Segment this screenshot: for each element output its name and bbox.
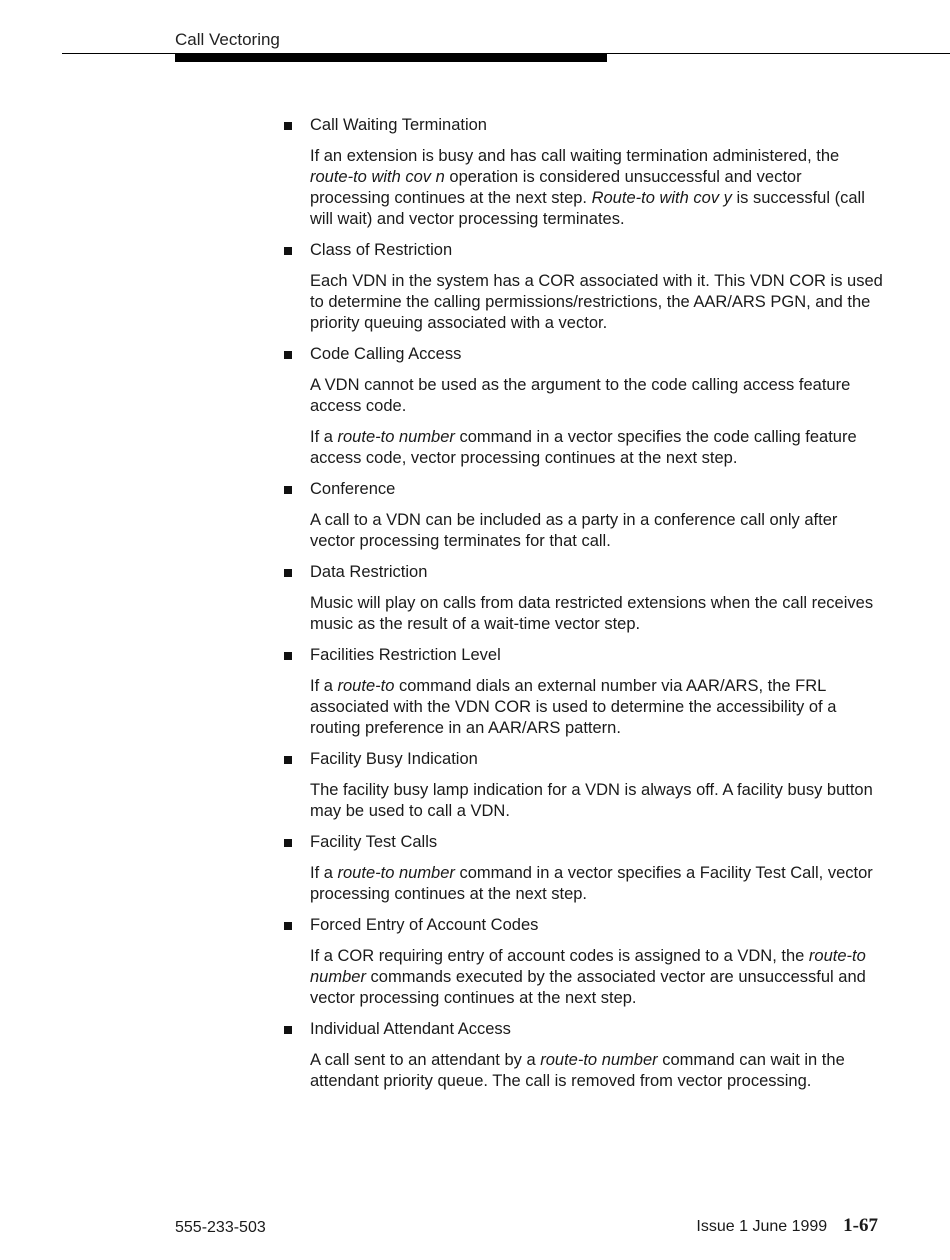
list-item-title [284,1019,884,1040]
text-run: If a [310,428,338,446]
list-item-title [284,115,884,136]
list-item-paragraph [310,375,884,417]
feature-list [284,115,884,1102]
text-run: command in a vector specifies a Facility Test Call, vector processing continues at the next step. [310,864,873,903]
list-item-paragraph [310,863,884,905]
list-item [284,479,884,552]
bullet-icon [284,756,292,764]
bullet-icon [284,122,292,130]
list-item [284,344,884,469]
text-run: command dials an external number via AAR/ARS, the FRL associated with the VDN COR is used to determine the accessibility of a routing preference in an AAR/ARS pattern. [310,677,837,737]
command-term: route-to [337,677,395,695]
header-bar [175,54,607,62]
list-item-paragraph [310,676,884,739]
text-run: is successful (call will wait) and vector processing terminates. [310,189,865,228]
list-item-heading: Class of Restriction [310,241,453,259]
list-item-title [284,240,884,261]
bullet-icon [284,351,292,359]
list-item-title [284,562,884,583]
text-run: If an extension is busy and has call waiting termination administered, the [310,147,840,165]
list-item-title [284,479,884,500]
command-term: route-to number [310,947,866,986]
list-item-paragraph [310,780,884,822]
page-number: 1-67 [843,1215,878,1236]
list-item-heading: Data Restriction [310,563,428,581]
list-item-title [284,915,884,936]
list-item-paragraph [310,946,884,1009]
text-run: A call sent to an attendant by a [310,1051,541,1069]
command-term: route-to number [540,1051,658,1069]
list-item-paragraph [310,271,884,334]
list-item-heading: Facilities Restriction Level [310,646,501,664]
list-item-paragraph [310,1050,884,1092]
command-term: Route-to with cov y [591,189,732,207]
list-item [284,240,884,334]
text-run: The facility busy lamp indication for a VDN is always off. A facility busy button may be used to call a VDN. [310,781,873,820]
bullet-icon [284,1026,292,1034]
list-item [284,915,884,1009]
list-item-paragraph [310,427,884,469]
list-item [284,1019,884,1092]
list-item-heading: Individual Attendant Access [310,1020,511,1038]
footer-right [696,1216,878,1237]
bullet-icon [284,569,292,577]
text-run: command in a vector specifies the code calling feature access code, vector processing continues at the next step. [310,428,857,467]
list-item-heading: Call Waiting Termination [310,116,487,134]
text-run: command can wait in the attendant priority queue. The call is removed from vector processing. [310,1051,845,1090]
list-item [284,645,884,739]
list-item-paragraph [310,510,884,552]
text-run: Music will play on calls from data restricted extensions when the call receives music as the result of a wait-time vector step. [310,594,874,633]
list-item-heading: Facility Test Calls [310,833,438,851]
command-term: route-to with cov n [310,168,445,186]
header-title: Call Vectoring [175,30,280,49]
text-run: Each VDN in the system has a COR associated with it. This VDN COR is used to determine the calling permissions/restrictions, the AAR/ARS PGN, and the priority queuing associated with a vector. [310,272,883,332]
list-item [284,832,884,905]
list-item-paragraph [310,146,884,230]
list-item-heading: Facility Busy Indication [310,750,478,768]
list-item-title [284,344,884,365]
bullet-icon [284,839,292,847]
list-item-title [284,645,884,666]
bullet-icon [284,922,292,930]
list-item-title [284,749,884,770]
command-term: route-to number [337,864,455,882]
bullet-icon [284,652,292,660]
list-item-title [284,832,884,853]
list-item [284,115,884,230]
text-run: If a [310,677,338,695]
doc-number: 555-233-503 [175,1219,266,1236]
list-item-paragraph [310,593,884,635]
list-item [284,749,884,822]
command-term: route-to number [337,428,455,446]
issue-date: Issue 1 June 1999 [696,1218,828,1235]
text-run: If a COR requiring entry of account codes is assigned to a VDN, the [310,947,809,965]
text-run: A VDN cannot be used as the argument to the code calling access feature access code. [310,376,851,415]
list-item-heading: Conference [310,480,396,498]
list-item-heading: Code Calling Access [310,345,462,363]
bullet-icon [284,486,292,494]
list-item-heading: Forced Entry of Account Codes [310,916,539,934]
bullet-icon [284,247,292,255]
text-run: If a [310,864,338,882]
text-run: operation is considered unsuccessful and vector processing continues at the next step. [310,168,802,207]
text-run: A call to a VDN can be included as a party in a conference call only after vector processing terminates for that call. [310,511,838,550]
list-item [284,562,884,635]
text-run: commands executed by the associated vector are unsuccessful and vector processing continues at the next step. [310,968,866,1007]
